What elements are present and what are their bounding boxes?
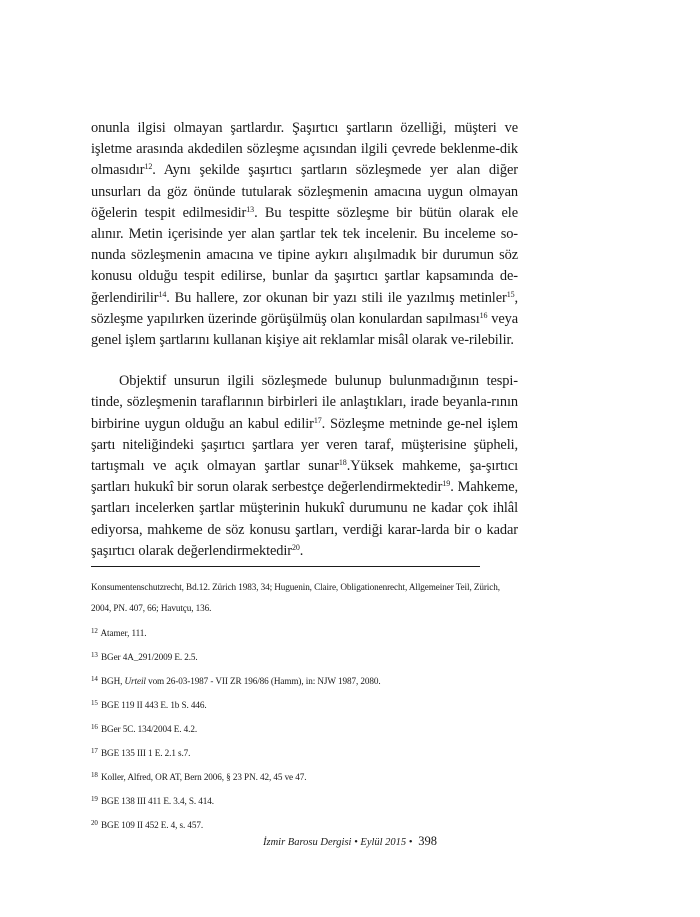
text-run: . Aynı şekilde şaşırtıcı şartların sözleşmede yer alan diğer unsurları da göz önünde tutularak sözleşmenin amacına uygun olmayan öğelerin tespit edilmesidir — [91, 162, 518, 221]
body-text — [91, 118, 518, 562]
text-run: Objektif unsurun ilgili sözleşmede bulunup bulunmadığının tespi-tinde, sözleşmenin taraflarının birbirleri ile anlaştıkları, irade beyanla-rının birbirine uygun olduğu an kabul edilir — [91, 373, 518, 432]
footnote-14 — [91, 674, 521, 688]
footnote-number: 16 — [91, 723, 98, 731]
footnote-19 — [91, 794, 521, 808]
paragraph — [91, 371, 518, 562]
footnote-17 — [91, 746, 521, 760]
text-run: . Bu hallere, zor okunan bir yazı stili ile yazılmış metinler — [166, 289, 507, 306]
footnote-number: 15 — [91, 699, 98, 707]
footnote-number: 13 — [91, 651, 98, 659]
page-number: 398 — [418, 834, 437, 848]
text-run: . Bu tespitte sözleşme bir bütün olarak ele alınır. Metin içerisinde yer alan şartlar tek tek incelenir. Bu inceleme so-nunda sözleşmenin amacına ve tipine aykırı alışılmadık bir durumun söz konusu olduğu tespit edilirse, bunlar da şaşırtıcı şartlar kapsamında de-ğerlendirilir — [91, 204, 518, 306]
text-run: BGer 5C. 134/2004 E. 4.2. — [98, 724, 198, 734]
footnote-20 — [91, 818, 521, 832]
text-run: BGE 119 II 443 E. 1b S. 446. — [98, 700, 207, 710]
text-run: BGer 4A_291/2009 E. 2.5. — [98, 652, 198, 662]
footnote-13 — [91, 650, 521, 664]
footnote-18 — [91, 770, 521, 784]
text-run: Atamer, 111. — [98, 628, 147, 638]
text-run: onunla ilgisi olmayan şartlardır. Şaşırtıcı şartların özelliği, müşteri ve işletme arasında akdedilen sözleşme açısından ilgili çevrede beklenme-dik olmasıdır — [91, 120, 518, 179]
footnote-reference: 18 — [338, 458, 347, 468]
text-run: BGE 138 III 411 E. 3.4, S. 414. — [98, 796, 214, 806]
footnote-number: 19 — [91, 795, 98, 803]
footnote-number: 12 — [91, 627, 98, 635]
footnote-reference: 13 — [246, 204, 255, 214]
footnote-reference: 20 — [291, 542, 300, 552]
footnote-number: 18 — [91, 771, 98, 779]
footnote-reference: 19 — [442, 479, 451, 489]
footnote-16 — [91, 722, 521, 736]
footnote-reference: 12 — [144, 162, 153, 172]
text-run: Konsumentenschutzrecht, Bd.12. Zürich 1983, 34; Huguenin, Claire, Obligationenrecht, Allgemeiner Teil, Zürich, 2004, PN. 407, 66; Havutçu, 136. — [91, 582, 500, 613]
text-run: BGE 109 II 452 E. 4, s. 457. — [98, 820, 204, 830]
text-run: . Sözleşme metninde ge-nel işlem şartı niteliğindeki şaşırtıcı şartlara yer veren taraf, müşterisine şüpheli, tartışmalı ve açık olmayan şartlar sunar — [91, 415, 518, 475]
journal-name: İzmir Barosu Dergisi • Eylül 2015 • — [263, 837, 413, 848]
footnote-continuation — [91, 577, 521, 619]
text-run: Koller, Alfred, OR AT, Bern 2006, § 23 PN. 42, 45 ve 47. — [98, 772, 307, 782]
italic-text: Urteil — [124, 676, 146, 686]
text-run: vom 26-03-1987 - VII ZR 196/86 (Hamm), in: NJW 1987, 2080. — [145, 676, 381, 686]
footnote-reference: 16 — [479, 310, 488, 320]
text-run: . Mahkeme, şartları incelerken şartlar müşterinin hukukî durumunu ne kadar çok ihlâl ediyorsa, mahkeme de söz konusu şartları, verdiği karar-larda bir o kadar şaşırtıcı olarak değerlendirmektedir — [91, 479, 518, 559]
footnote-12 — [91, 626, 521, 640]
footnote-reference: 14 — [158, 289, 167, 299]
footnote-separator — [91, 566, 480, 567]
text-run: veya genel işlem şartlarını kullanan kişiye ait reklamlar misâl olarak ve-rilebilir. — [91, 310, 519, 349]
footnote-15 — [91, 698, 521, 712]
text-run: BGE 135 III 1 E. 2.1 s.7. — [98, 748, 191, 758]
footnote-reference: 17 — [313, 415, 322, 425]
text-run: BGH, — [98, 676, 125, 686]
footnote-reference: 15 — [506, 289, 515, 299]
footnotes — [91, 577, 521, 842]
page-footer — [0, 834, 700, 849]
text-run: , sözleşme yapılırken üzerinde görüşülmüş olan konulardan sapılması — [91, 289, 518, 327]
footnote-number: 20 — [91, 819, 98, 827]
footnote-number: 17 — [91, 747, 98, 755]
footnote-number: 14 — [91, 675, 98, 683]
text-run: . — [299, 542, 304, 559]
text-run: .Yüksek mahkeme, şa-şırtıcı şartları hukukî bir sorun olarak serbestçe değerlendirmektedir — [91, 458, 518, 496]
paragraph — [91, 118, 518, 351]
